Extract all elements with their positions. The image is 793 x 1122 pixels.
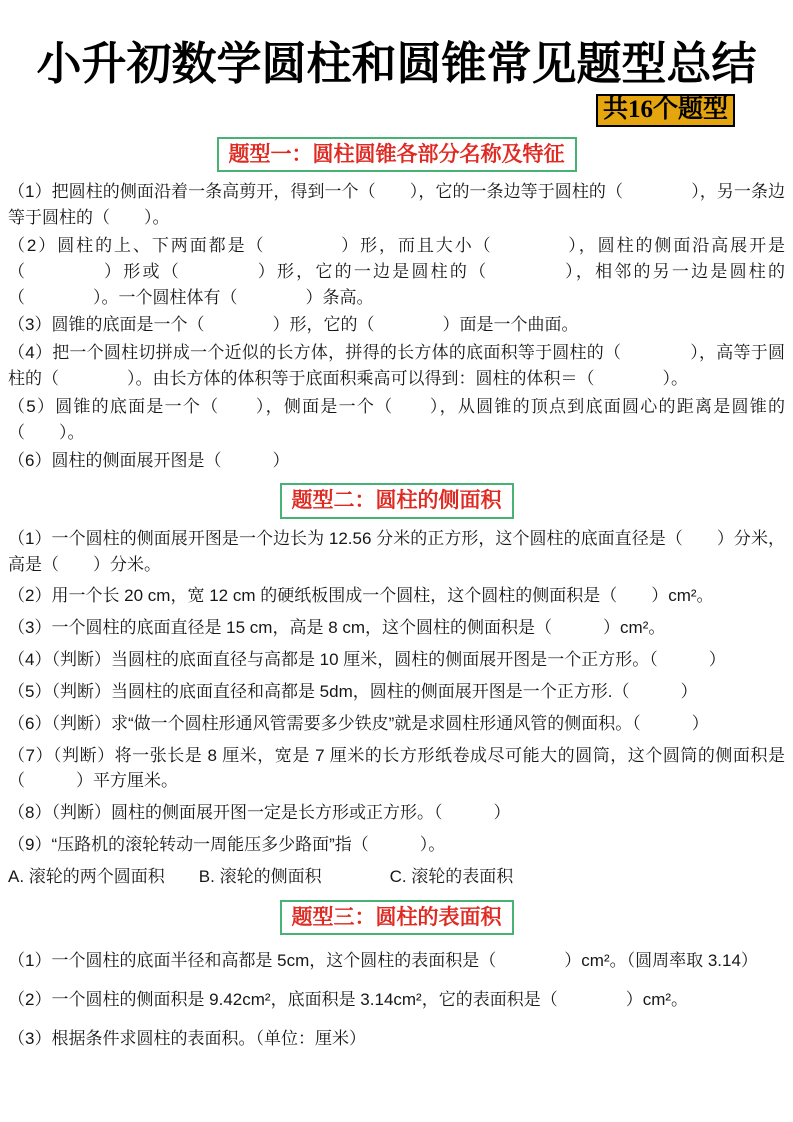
section-1-questions bbox=[8, 179, 785, 473]
question-text: （2）圆柱的上、下两面都是（ ）形，而且大小（ ），圆柱的侧面沿高展开是（ ）形或（ ）形，它的一边是圆柱的（ ），相邻的另一边是圆柱的（ ）。一个圆柱体有（ ）条高。 bbox=[8, 235, 785, 307]
question-text: （7）（判断）将一张长是 8 厘米，宽是 7 厘米的长方形纸卷成尽可能大的圆筒，这个圆筒的侧面积是（ ）平方厘米。 bbox=[8, 745, 785, 791]
badge-row bbox=[8, 94, 785, 127]
question-text: （9）“压路机的滚轮转动一周能压多少路面”指（ ）。 bbox=[8, 834, 446, 854]
question-text: （6）圆柱的侧面展开图是（ ） bbox=[8, 450, 290, 470]
section-2-heading-row bbox=[8, 483, 785, 518]
question-text: （3）一个圆柱的底面直径是 15 cm，高是 8 cm，这个圆柱的侧面积是（ ）cm²。 bbox=[8, 618, 666, 638]
section-3-heading: 题型三：圆柱的表面积 bbox=[280, 900, 514, 935]
question-text: （1）一个圆柱的底面半径和高都是 5cm，这个圆柱的表面积是（ ）cm²。（圆周率取 3.14） bbox=[8, 950, 758, 970]
section-3-heading-row bbox=[8, 900, 785, 935]
question-text: （6）（判断）求“做一个圆柱形通风管需要多少铁皮”就是求圆柱形通风管的侧面积。（ ） bbox=[8, 713, 709, 733]
section-1 bbox=[8, 137, 785, 473]
section-1-heading: 题型一：圆柱圆锥各部分名称及特征 bbox=[217, 137, 577, 172]
question-text: （1）一个圆柱的侧面展开图是一个边长为 12.56 分米的正方形，这个圆柱的底面直径是（ ）分米，高是（ ）分米。 bbox=[8, 528, 785, 574]
question-text: （1）把圆柱的侧面沿着一条高剪开，得到一个（ ），它的一条边等于圆柱的（ ），另一条边等于圆柱的（ ）。 bbox=[8, 182, 785, 228]
question-text: （8）（判断）圆柱的侧面展开图一定是长方形或正方形。（ ） bbox=[8, 803, 511, 823]
section-1-heading-row bbox=[8, 137, 785, 172]
section-2-questions bbox=[8, 526, 785, 890]
page-title: 小升初数学圆柱和圆锥常见题型总结 bbox=[36, 39, 757, 89]
question-text: （3）根据条件求圆柱的表面积。（单位：厘米） bbox=[8, 1028, 366, 1048]
question-count-badge: 共16个题型 bbox=[596, 94, 735, 127]
question-text: （5）圆锥的底面是一个（ ），侧面是一个（ ），从圆锥的顶点到底面圆心的距离是圆锥的（ ）。 bbox=[8, 396, 785, 442]
section-3 bbox=[8, 900, 785, 1052]
section-3-questions bbox=[8, 948, 785, 1051]
question-text: （3）圆锥的底面是一个（ ）形，它的（ ）面是一个曲面。 bbox=[8, 315, 579, 335]
question-text: （4）（判断）当圆柱的底面直径与高都是 10 厘米，圆柱的侧面展开图是一个正方形。（ ） bbox=[8, 650, 726, 670]
question-text: （2）一个圆柱的侧面积是 9.42cm²，底面积是 3.14cm²，它的表面积是（ ）cm²。 bbox=[8, 989, 689, 1009]
section-2-heading: 题型二：圆柱的侧面积 bbox=[280, 483, 514, 518]
section-2 bbox=[8, 483, 785, 889]
question-text: （2）用一个长 20 cm，宽 12 cm 的硬纸板围成一个圆柱，这个圆柱的侧面积是（ ）cm²。 bbox=[8, 586, 714, 606]
answer-options-row: A. 滚轮的两个圆面积 B. 滚轮的侧面积 C. 滚轮的表面积 bbox=[8, 866, 514, 886]
question-text: （5）（判断）当圆柱的底面直径和高都是 5dm，圆柱的侧面展开图是一个正方形.（ ） bbox=[8, 681, 698, 701]
question-text: （4）把一个圆柱切拼成一个近似的长方体，拼得的长方体的底面积等于圆柱的（ ），高等于圆柱的（ ）。由长方体的体积等于底面积乘高可以得到：圆柱的体积＝（ ）。 bbox=[8, 343, 785, 389]
